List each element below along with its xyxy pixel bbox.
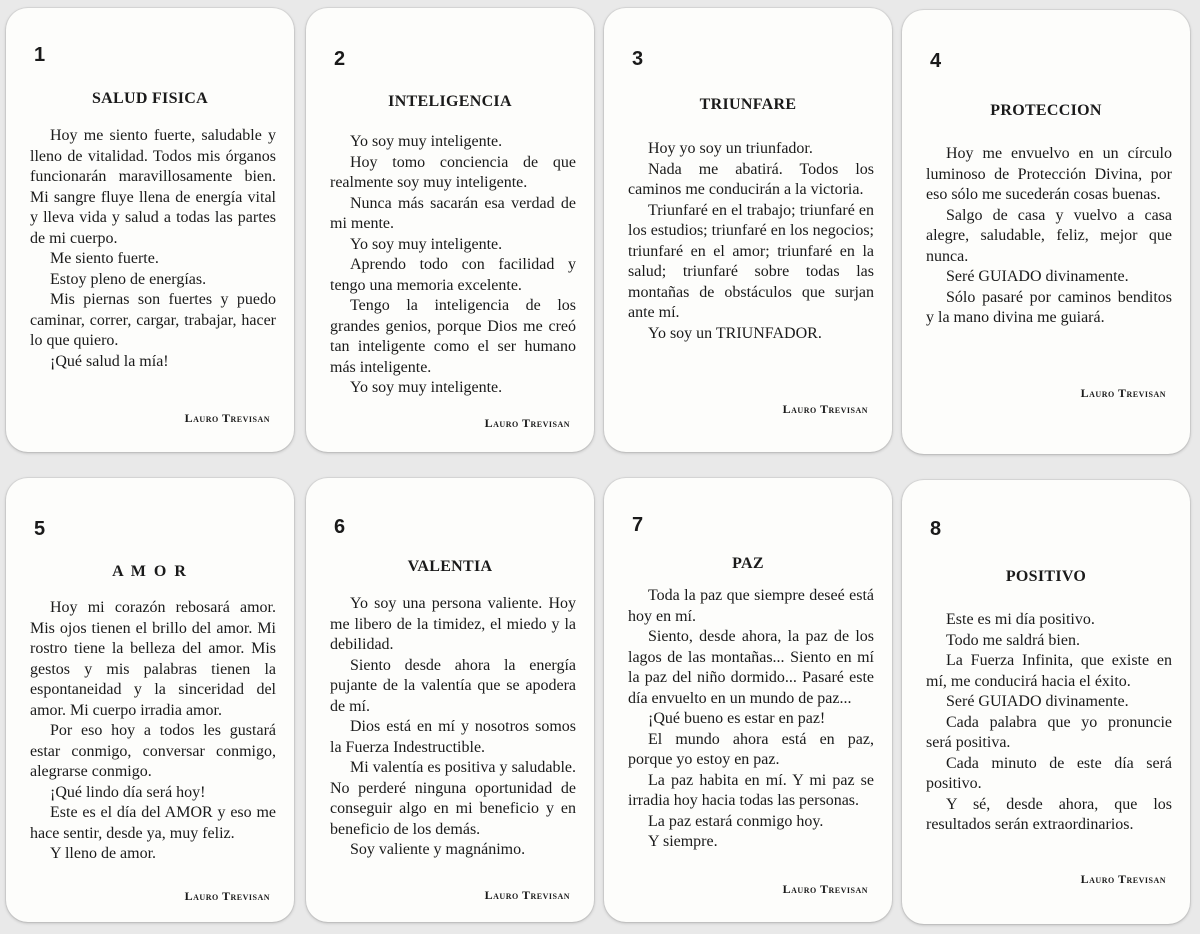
card-paragraph: Siento desde ahora la energía pujante de la valentía que se apodera de mí. [330,656,576,715]
card-paragraph: Hoy mi corazón rebosará amor. Mis ojos tienen el brillo del amor. Mi rostro tiene la belleza del amor. Mis gestos y mis palabras tienen la espontaneidad y la sinceridad del amor. Mi cuerpo irradia amor. [30,599,276,719]
card-author: Lauro Trevisan [782,882,868,896]
card-title: PAZ [732,555,764,572]
card-paragraph: Toda la paz que siempre deseé está hoy en mí. [628,587,874,625]
card-paragraph: Mis piernas son fuertes y puedo caminar, correr, cargar, trabajar, hacer lo que quiero. [30,291,276,349]
card-number: 6 [334,516,346,538]
card-author: Lauro Trevisan [484,416,570,430]
card-inteligencia [306,8,594,452]
card-paragraph: Por eso hoy a todos les gustará estar conmigo, conversar conmigo, alegrarse conmigo. [30,722,276,780]
card-number: 4 [930,50,942,72]
card-paragraph: Hoy yo soy un triunfador. [648,140,813,157]
card-text [926,144,1172,329]
card-number: 8 [930,518,942,540]
card-paragraph: Yo soy muy inteligente. [350,379,503,396]
card-text [628,139,874,344]
card-title: POSITIVO [1005,568,1087,585]
card-title: SALUD FISICA [91,90,209,107]
card-amor [6,478,294,922]
card-author: Lauro Trevisan [184,889,270,903]
card-paragraph: ¡Qué lindo día será hoy! [50,783,206,801]
card-paragraph: Salgo de casa y vuelvo a casa alegre, saludable, feliz, mejor que nunca. [926,206,1172,265]
card-author: Lauro Trevisan [1080,872,1166,886]
card-paragraph: Tengo la inteligencia de los grandes genios, porque Dios me creó tan inteligente como el ser humano más inteligente. [330,297,576,376]
card-paragraph: ¡Qué bueno es estar en paz! [648,710,826,727]
card-number: 2 [334,48,346,70]
card-paragraph: Cada palabra que yo pronuncie será positiva. [926,713,1172,751]
card-paragraph: Me siento fuerte. [50,250,159,267]
card-salud-fisica [6,8,294,452]
card-author: Lauro Trevisan [1080,386,1166,400]
card-text [330,594,576,861]
card-paz [604,478,892,922]
card-triunfare [604,8,892,452]
card-paragraph: Triunfaré en el trabajo; triunfaré en los estudios; triunfaré en los negocios; triunfaré en el amor; triunfaré en la salud; triunfaré sobre todas las montañas de obstáculos que surjan ante mí. [628,201,874,321]
card-paragraph: Dios está en mí y nosotros somos la Fuerza Indestructible. [330,718,576,756]
card-paragraph: ¡Qué salud la mía! [50,352,169,370]
card-text [926,610,1172,836]
card-paragraph: La Fuerza Infinita, que existe en mí, me conducirá hacia el éxito. [926,652,1172,690]
card-title: PROTECCION [990,102,1102,119]
card-proteccion [902,10,1190,454]
card-text [30,126,276,372]
card-title: A M O R [112,563,188,580]
card-paragraph: Hoy me envuelvo en un círculo luminoso de Protección Divina, por eso sólo me sucederán cosas buenas. [926,145,1172,203]
card-paragraph: Yo soy muy inteligente. [350,235,503,253]
card-paragraph: Yo soy una persona valiente. Hoy me libero de la timidez, el miedo y la debilidad. [330,595,576,653]
card-number: 5 [34,518,46,540]
card-paragraph: Seré GUIADO divinamente. [946,268,1129,285]
card-text [330,132,576,399]
card-valentia [306,478,594,922]
card-paragraph: Cada minuto de este día será positivo. [926,754,1172,792]
card-title: INTELIGENCIA [388,93,512,110]
card-paragraph: Este es el día del AMOR y eso me hace sentir, desde ya, muy feliz. [30,804,276,842]
card-paragraph: Sólo pasaré por caminos benditos y la mano divina me guiará. [926,288,1172,326]
card-paragraph: Soy valiente y magnánimo. [350,841,526,858]
card-paragraph: Nada me abatirá. Todos los caminos me conducirán a la victoria. [628,160,874,198]
card-positivo [902,480,1190,924]
card-paragraph: Siento, desde ahora, la paz de los lagos de las montañas... Siento en mí la paz del niño dormido... Pasaré este día envuelto en un mundo de paz... [628,628,874,707]
card-paragraph: Todo me saldrá bien. [946,631,1080,649]
card-paragraph: Mi valentía es positiva y saludable. No perderé ninguna oportunidad de conseguir algo en mi beneficio y en beneficio de los demás. [330,759,576,838]
card-number: 7 [632,514,644,536]
card-number: 1 [34,44,46,66]
card-text [30,598,276,865]
card-title: VALENTIA [407,558,493,575]
card-author: Lauro Trevisan [782,402,868,416]
card-paragraph: Y siempre. [648,833,718,850]
card-title: TRIUNFARE [699,96,797,113]
card-paragraph: El mundo ahora está en paz, porque yo estoy en paz. [628,730,874,768]
card-paragraph: Aprendo todo con facilidad y tengo una memoria excelente. [330,256,576,294]
card-paragraph: Yo soy muy inteligente. [350,133,503,150]
card-paragraph: La paz estará conmigo hoy. [648,812,824,830]
card-paragraph: Y sé, desde ahora, que los resultados serán extraordinarios. [926,795,1172,833]
card-paragraph: Hoy tomo conciencia de que realmente soy muy inteligente. [330,153,576,191]
card-paragraph: Este es mi día positivo. [946,611,1095,628]
card-paragraph: Nunca más sacarán esa verdad de mi mente. [330,194,576,232]
card-text [628,586,874,853]
card-author: Lauro Trevisan [184,411,270,425]
card-number: 3 [632,48,644,70]
card-paragraph: Yo soy un TRIUNFADOR. [648,324,822,342]
card-paragraph: Y lleno de amor. [50,845,157,862]
card-paragraph: La paz habita en mí. Y mi paz se irradia hoy hacia todas las personas. [628,771,874,809]
card-paragraph: Hoy me siento fuerte, saludable y lleno de vitalidad. Todos mis órganos funcionarán maravillosamente bien. Mi sangre fluye llena de energía vital y lleva vida y salud a todas las partes de mi cuerpo. [30,127,276,247]
card-paragraph: Seré GUIADO divinamente. [946,693,1129,710]
card-author: Lauro Trevisan [484,888,570,902]
card-paragraph: Estoy pleno de energías. [50,270,207,288]
